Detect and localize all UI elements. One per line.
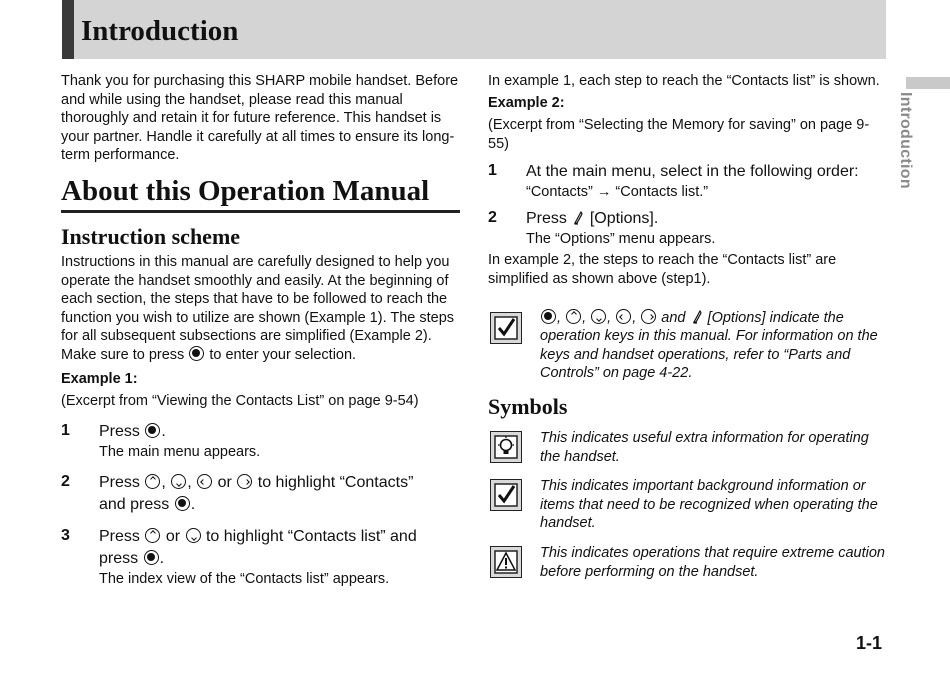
section-title: About this Operation Manual (61, 174, 430, 207)
separator: , (187, 473, 192, 491)
step-number: 2 (488, 209, 497, 227)
note-text-part: and (661, 309, 686, 326)
step-result: “Contacts” → “Contacts list.” (526, 184, 709, 201)
separator: , (557, 309, 562, 326)
example2-note: In example 2, the steps to reach the “Contacts list” are simplified as shown above (step1). (488, 252, 837, 287)
subsection-title: Instruction scheme (61, 223, 241, 249)
options-softkey-icon (692, 309, 702, 324)
step-result: The main menu appears. (99, 443, 261, 460)
note-text-part: [Options] indicate the (707, 309, 844, 326)
step-1 (61, 421, 461, 462)
step-text-part: . (159, 549, 165, 567)
scheme-text-a: Instructions in this manual are carefully designed to help you operate the handset smoothly and easily. At the beginning of each section, the steps that have to be followed to reach the function you wish to utilize are shown (Example 1). The steps for all subsequent subsections are simplified (Example 2). Make sure to press (61, 253, 455, 363)
example1-label: Example 1: (61, 370, 138, 387)
separator: , (582, 309, 587, 326)
step-number: 3 (61, 526, 70, 544)
symbol-important (488, 477, 888, 533)
step-3 (61, 526, 461, 589)
symbol-info (488, 429, 888, 466)
step-text-part: to highlight “Contacts list” and (205, 527, 417, 545)
keys-note-text (540, 309, 888, 383)
step-text (99, 526, 461, 570)
step-text-part: press (99, 549, 139, 567)
example1-note: In example 1, each step to reach the “Contacts list” is shown. (488, 73, 880, 89)
step-text-part: to highlight “Contacts” (257, 473, 414, 491)
right-key-icon (237, 474, 252, 489)
example2-label: Example 2: (488, 94, 565, 111)
step-text-part: or (165, 527, 181, 545)
step-result: The index view of the “Contacts list” appears. (99, 570, 390, 587)
right-column (488, 72, 888, 592)
symbol-info-text: This indicates useful extra information for operating the handset. (540, 429, 869, 465)
step-text-part: . (190, 495, 196, 513)
scheme-text-b: to enter your selection. (209, 346, 357, 363)
symbol-important-text: This indicates important background information or items that need to be recognized when operating the handset. (540, 478, 878, 532)
up-key-icon (566, 309, 581, 324)
keys-note (488, 309, 888, 383)
step-text (99, 421, 461, 443)
scheme-paragraph (61, 253, 461, 365)
step-result: The “Options” menu appears. (526, 231, 716, 248)
example2-step-2 (488, 208, 888, 249)
warning-icon (490, 546, 522, 578)
step-2 (61, 472, 461, 516)
left-key-icon (616, 309, 631, 324)
step-text (526, 208, 888, 230)
step-text-part: . (161, 422, 166, 440)
side-tab (897, 92, 926, 202)
step-number: 2 (61, 472, 70, 490)
left-key-icon (197, 474, 212, 489)
page-title: Introduction (81, 15, 239, 47)
lightbulb-icon (490, 431, 522, 463)
step-text-part: Press (99, 473, 140, 491)
step-text-part: Press (99, 422, 140, 440)
page-number: 1-1 (856, 633, 883, 653)
options-softkey-icon (573, 210, 583, 225)
step-number: 1 (488, 162, 497, 180)
separator: , (607, 309, 612, 326)
note-text-part: operation keys in this manual. For information on the keys and handset operations, refer to “Parts and Controls” on page 4-22. (540, 328, 878, 382)
example2-step-1 (488, 161, 888, 202)
example1-excerpt: (Excerpt from “Viewing the Contacts List” on page 9-54) (61, 393, 419, 410)
symbol-caution (488, 544, 888, 581)
separator: , (161, 473, 166, 491)
step-text-part: or (217, 473, 232, 491)
step-text-part: Press (526, 210, 567, 228)
step-text-part: Press (99, 527, 140, 545)
step-text-part: and press (99, 495, 170, 513)
down-key-icon (591, 309, 606, 324)
step-text: At the main menu, select in the following order: (526, 163, 859, 181)
center-key-icon (541, 309, 556, 324)
checkmark-icon (490, 312, 522, 344)
center-key-icon (175, 496, 190, 511)
center-key-icon (189, 346, 204, 361)
side-tab-bar (906, 77, 950, 89)
right-key-icon (641, 309, 656, 324)
left-column (61, 72, 461, 589)
center-key-icon (144, 550, 159, 565)
symbols-title: Symbols (488, 393, 568, 419)
separator: , (632, 309, 637, 326)
up-key-icon (145, 528, 160, 543)
intro-paragraph: Thank you for purchasing this SHARP mobile handset. Before and while using the handset, please read this manual thoroughly and retain it for future reference. This handset is your partner. Handle it carefully at all times to ensure its long-term performance. (61, 73, 459, 164)
header-accent (62, 0, 74, 59)
example2-excerpt: (Excerpt from “Selecting the Memory for saving” on page 9-55) (488, 117, 870, 152)
step-text (99, 472, 461, 516)
up-key-icon (145, 474, 160, 489)
checkmark-icon (490, 479, 522, 511)
center-key-icon (145, 423, 160, 438)
step-text-part: [Options]. (589, 210, 659, 228)
down-key-icon (171, 474, 186, 489)
side-tab-label: Introduction (897, 92, 914, 189)
down-key-icon (186, 528, 201, 543)
section-rule (61, 210, 460, 213)
step-number: 1 (61, 421, 70, 439)
symbol-caution-text: This indicates operations that require extreme caution before performing on the handset. (540, 544, 885, 580)
